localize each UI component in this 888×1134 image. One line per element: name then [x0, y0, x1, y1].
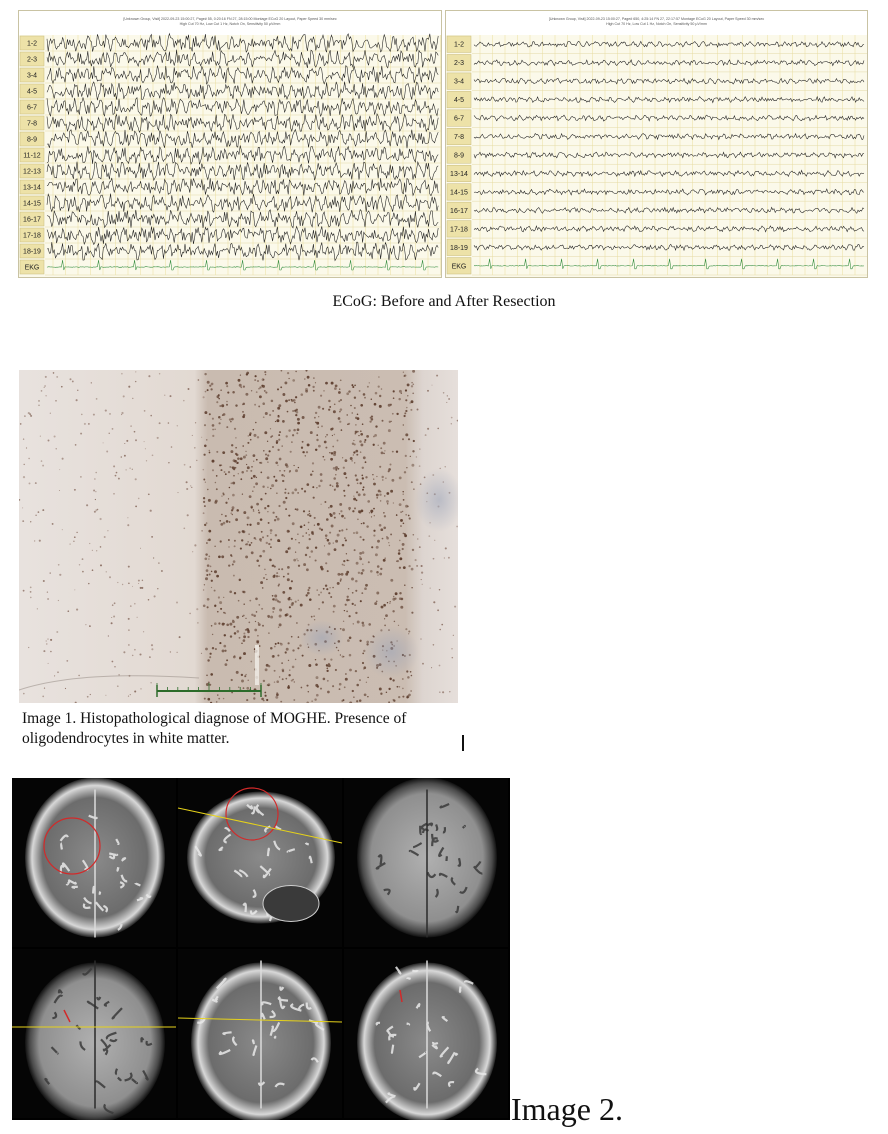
channel-label: 8-9	[453, 152, 465, 160]
ecog-trace	[47, 146, 438, 165]
ecog-trace	[47, 178, 438, 196]
channel-label: 1-2	[453, 41, 465, 49]
ecog-trace	[47, 66, 438, 84]
ecog-trace	[47, 98, 438, 117]
histology-micrograph	[19, 370, 458, 703]
mri-slice	[178, 949, 342, 1120]
channel-label: 12-13	[23, 168, 41, 176]
channel-label: 14-15	[450, 189, 468, 197]
ecog-trace	[47, 82, 438, 101]
channel-label: EKG	[451, 263, 467, 271]
ecog-trace	[47, 226, 438, 244]
channel-label: 6-7	[26, 104, 38, 112]
ecog-header-line2: High Cut 70 Hz, Low Cut 1 Hz, Notch On, Sensitivity 50 μV/mm	[179, 22, 281, 26]
ecog-trace	[474, 207, 864, 213]
channel-label: 3-4	[453, 78, 465, 86]
ecog-trace	[474, 189, 864, 195]
mri-slice	[344, 778, 508, 947]
ecog-trace	[47, 162, 438, 181]
ecog-traces-before	[19, 11, 441, 277]
ecog-traces-after	[446, 11, 867, 277]
channel-label: 16-17	[23, 216, 41, 224]
ecog-header-line1: [Unknown Group, Visit] 2022-09-23 15:00:27, Page# 650, 4:25:14 FN 27, 22:17:57 Montage ECoG 20 Layout, Paper Speed 30 mm/sec	[548, 17, 765, 21]
ekg-trace	[474, 259, 864, 269]
ecog-trace	[474, 152, 864, 158]
histology-image	[19, 370, 458, 703]
text-cursor	[462, 735, 464, 751]
channel-label: 13-14	[450, 170, 468, 178]
channel-label: 11-12	[23, 152, 41, 160]
histology-caption-line1: Image 1. Histopathological diagnose of MOGHE. Presence of	[22, 710, 407, 727]
histology-caption-line2: oligodendrocytes in white matter.	[22, 730, 230, 747]
channel-label: 17-18	[450, 226, 468, 234]
channel-label: EKG	[24, 264, 40, 272]
mri-caption: Image 2.	[511, 1091, 623, 1127]
ecog-trace	[474, 60, 864, 66]
ecog-trace	[47, 194, 438, 213]
histology-caption	[22, 709, 472, 749]
channel-label: 17-18	[23, 232, 41, 240]
ecog-trace	[474, 134, 864, 140]
channel-label: 18-19	[23, 248, 41, 256]
channel-label: 2-3	[453, 60, 465, 68]
ecog-trace	[47, 130, 438, 149]
channel-label: 13-14	[23, 184, 41, 192]
ekg-trace	[47, 260, 438, 270]
channel-label: 14-15	[23, 200, 41, 208]
ecog-trace	[474, 226, 864, 232]
ecog-caption: ECoG: Before and After Resection	[332, 293, 556, 310]
channel-label: 3-4	[26, 72, 38, 80]
channel-label: 1-2	[26, 40, 38, 48]
channel-label: 8-9	[26, 136, 38, 144]
channel-label: 4-5	[26, 88, 38, 96]
ecog-trace	[47, 242, 438, 260]
ecog-trace	[47, 50, 438, 68]
channel-label: 16-17	[450, 207, 468, 215]
ecog-trace	[474, 244, 864, 250]
mri-slice	[344, 949, 508, 1120]
ecog-header-line2: High Cut 70 Hz, Low Cut 1 Hz, Notch On, Sensitivity 50 μV/mm	[606, 22, 707, 26]
channel-label: 7-8	[453, 134, 465, 142]
ecog-trace	[474, 170, 864, 176]
ecog-trace	[474, 78, 864, 84]
ecog-panel-before	[18, 10, 442, 278]
channel-label: 7-8	[26, 120, 38, 128]
channel-label: 6-7	[453, 115, 465, 123]
mri-slice	[178, 778, 342, 947]
channel-label: 4-5	[453, 97, 465, 105]
mri-grid	[12, 778, 510, 1120]
ecog-trace	[474, 97, 864, 103]
ecog-trace	[47, 34, 438, 53]
ecog-header-line1: [Unknown Group, Visit] 2022-09-23 15:00:27, Page# 55, 0:20:16 FN 27, 28:15:00 Montage ECoG 20 Layout, Paper Speed 30 mm/sec	[123, 17, 337, 21]
ecog-panel-after	[445, 10, 868, 278]
ecog-trace	[474, 41, 864, 47]
mri-slice	[12, 949, 176, 1120]
ecog-trace	[47, 210, 438, 228]
channel-label: 2-3	[26, 56, 38, 64]
ecog-trace	[474, 115, 864, 121]
channel-label: 18-19	[450, 244, 468, 252]
ecog-trace	[47, 114, 438, 132]
mri-slices	[12, 778, 510, 1120]
